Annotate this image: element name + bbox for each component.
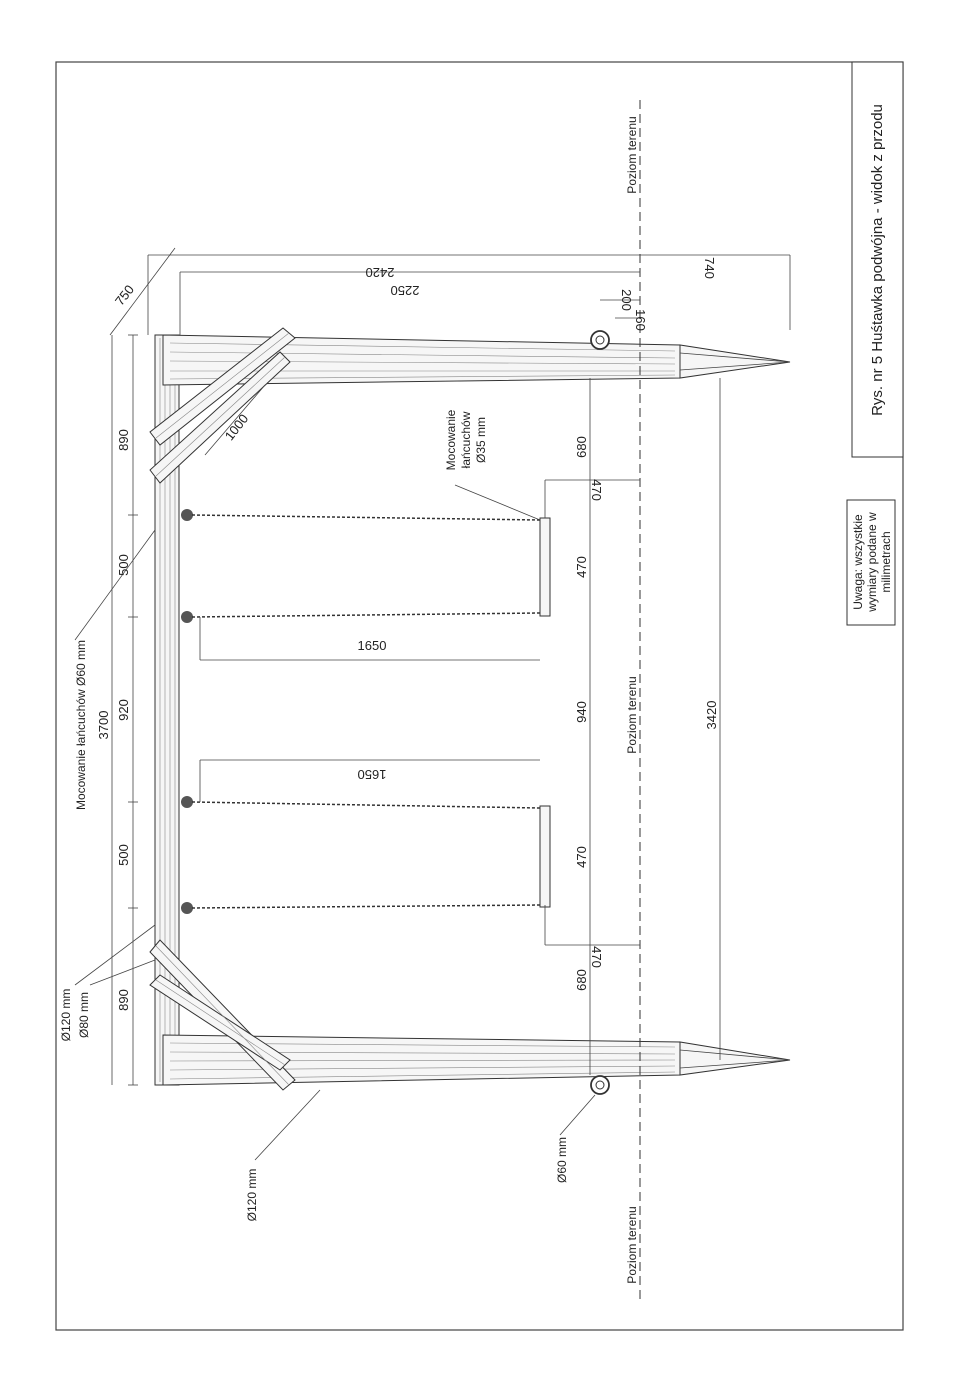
svg-text:Ø35 mm: Ø35 mm (474, 416, 488, 464)
dim-1650-top: 1650 (357, 638, 387, 653)
svg-text:łańcuchów: łańcuchów (459, 411, 473, 469)
chain (192, 905, 540, 908)
dim-890-right: 890 (116, 989, 131, 1011)
chain (192, 515, 540, 520)
dim-2420: 2420 (365, 265, 395, 280)
label-ring-60: Ø60 mm (555, 1136, 569, 1184)
dim-680-bottom: 680 (574, 969, 589, 991)
label-ground-left: Poziom terenu (625, 1206, 639, 1284)
dim-470-bottom-h: 470 (589, 946, 604, 968)
chain (192, 613, 540, 617)
swing-lower (181, 796, 550, 914)
seat (540, 806, 550, 907)
lower-leg-spike (680, 1042, 790, 1075)
chain-mount (181, 509, 193, 521)
svg-text:milimetrach: milimetrach (879, 531, 893, 593)
chain-mount (181, 796, 193, 808)
swing-upper (181, 509, 550, 623)
dim-3700: 3700 (96, 710, 111, 740)
dim-470-top-h: 470 (589, 479, 604, 501)
dim-750: 750 (111, 282, 138, 309)
dim-920: 920 (116, 699, 131, 721)
anchor-ring-upper (591, 331, 609, 349)
dim-500-right: 500 (116, 844, 131, 866)
svg-text:Mocowanie: Mocowanie (444, 409, 458, 471)
dim-470-top: 470 (574, 556, 589, 578)
dim-500-left: 500 (116, 554, 131, 576)
chain-mount (181, 611, 193, 623)
chain (192, 802, 540, 808)
dim-160: 160 (633, 309, 648, 331)
dim-940: 940 (574, 701, 589, 723)
dim-740: 740 (702, 257, 717, 279)
svg-text:Uwaga: wszystkie: Uwaga: wszystkie (851, 514, 865, 610)
dim-1650-bottom: 1650 (357, 767, 387, 782)
chain-mount (181, 902, 193, 914)
title-block (852, 62, 903, 457)
units-note (847, 500, 895, 625)
drawing-title: Rys. nr 5 Huśtawka podwójna - widok z przodu (869, 104, 886, 416)
dim-3420: 3420 (704, 700, 719, 730)
label-ground-right: Poziom terenu (625, 116, 639, 194)
svg-text:wymiary podane w: wymiary podane w (865, 512, 879, 612)
dim-890-left: 890 (116, 429, 131, 451)
dim-2250: 2250 (390, 283, 420, 298)
dim-470-bottom: 470 (574, 846, 589, 868)
anchor-ring-lower (591, 1076, 609, 1094)
label-ground-mid: Poziom terenu (625, 676, 639, 754)
upper-leg-spike (680, 345, 790, 378)
label-chain-mount-seat (444, 409, 488, 470)
seat (540, 518, 550, 616)
label-leg-120: Ø120 mm (245, 1168, 259, 1222)
dim-680-top: 680 (574, 436, 589, 458)
dim-1000: 1000 (221, 411, 252, 444)
label-chain-mount-top: Mocowanie łańcuchów Ø60 mm (74, 639, 88, 811)
label-beam-120: Ø120 mm (59, 988, 73, 1042)
sheet-border (56, 62, 903, 1330)
label-beam-80: Ø80 mm (77, 991, 91, 1039)
dim-200: 200 (619, 289, 634, 311)
